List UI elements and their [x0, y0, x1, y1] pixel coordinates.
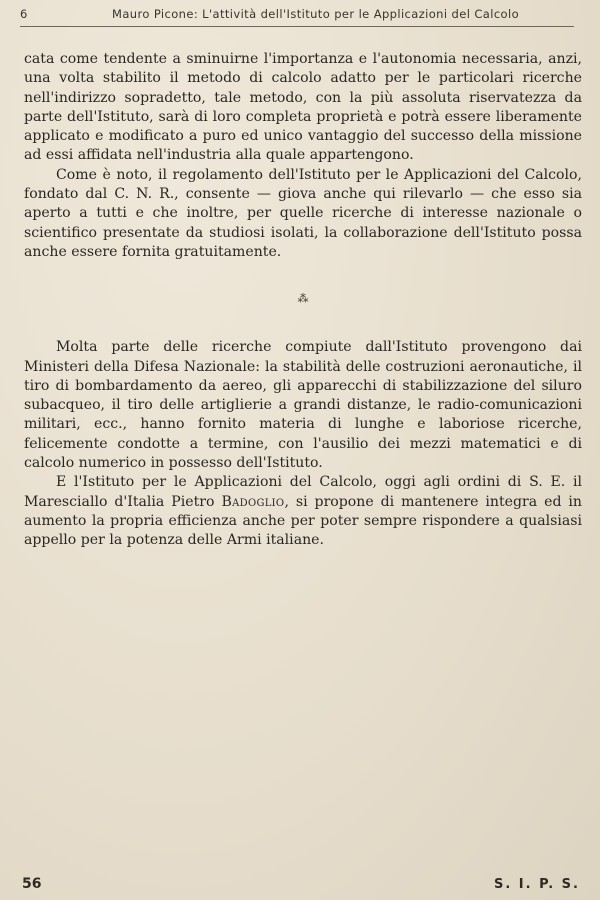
article-body — [24, 50, 582, 551]
paragraph-ricerche: Molta parte delle ricerche compiute dall'Istituto provengono dai Ministeri della Difesa Nazionale: la stabilità delle costruzioni aeronautiche, il tiro di bombardamento da aereo, gli apparecchi di stabilizzazione del siluro subacqueo, il tiro delle artiglierie a grandi distanze, le radio-comunicazioni militari, ecc., hanno fornito materia di lunghe e laboriose ricerche, felicemente condotte a termine, con l'ausilio dei mezzi matematici e di calcolo numerico in possesso dell'Istituto. — [24, 339, 582, 472]
running-header — [20, 6, 574, 27]
footer-folio: 56 — [22, 876, 42, 892]
header-page-number: 6 — [20, 7, 28, 21]
footer-journal: S. I. P. S. — [493, 877, 580, 892]
paragraph-continuation: cata come tendente a sminuirne l'importanza e l'autonomia necessaria, anzi, una volta stabilito il metodo di calcolo adatto per le particolari ricerche nell'indirizzo sopradetto, tale metodo, con la più assoluta riservatezza da parte dell'Istituto, sarà di loro completa proprietà e potrà essere liberamente applicato e modificato a puro ed unico vantaggio del successo della missione ad essi affidata nell'industria alla quale appartengono. — [24, 51, 582, 164]
paragraph-conclusione — [24, 473, 582, 550]
name-badoglio: Badoglio — [221, 493, 285, 510]
conclusione-text-start: E l'Istituto per le Applicazioni del Calcolo, oggi agli ordini di S. E. il Maresciallo d'Italia Pietro — [24, 474, 582, 510]
paragraph-regolamento: Come è noto, il regolamento dell'Istituto per le Applicazioni del Calcolo, fondato dal C. N. R., consente — giova anche qui rilevarlo — che esso sia aperto a tutti e che inoltre, per quelle ricerche di interesse nazionale o scientifico presentate da studiosi isolati, la collaborazione dell'Istituto possa anche essere fornita gratuitamente. — [24, 166, 582, 260]
section-separator: ⁂ — [297, 292, 309, 306]
conclusione-text-end: , si propone di mantenere integra ed in aumento la propria efficienza anche per poter sempre rispondere a qualsiasi appello per la potenza delle Armi italiane. — [24, 493, 582, 549]
header-running-title: Mauro Picone: L'attività dell'Istituto per le Applicazioni del Calcolo — [112, 7, 520, 21]
